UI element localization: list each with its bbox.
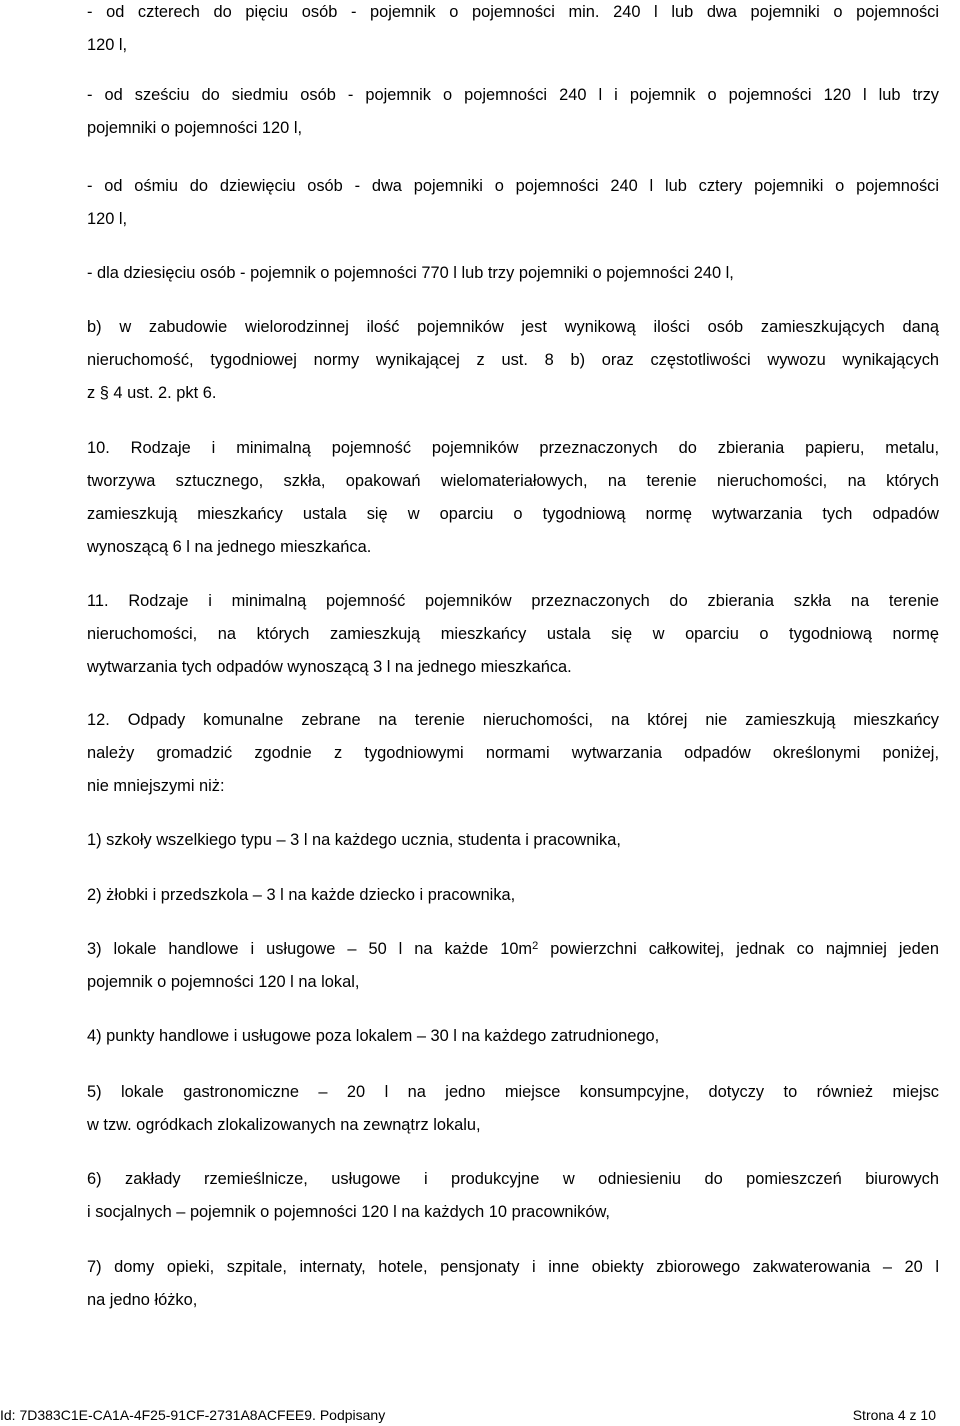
text-line: pojemnik o pojemności 120 l na lokal, xyxy=(87,973,360,991)
text-line: - od sześciu do siedmiu osób - pojemnik o pojemności 240 l i pojemnik o pojemności 120 l lub trzy xyxy=(87,86,939,104)
norm-item-5 xyxy=(87,1076,939,1142)
text-line: b) w zabudowie wielorodzinnej ilość pojemników jest wynikową ilości osób zamieszkujących daną xyxy=(87,318,939,336)
text-line: 4) punkty handlowe i usługowe poza lokalem – 30 l na każdego zatrudnionego, xyxy=(87,1027,660,1045)
text-line: 120 l, xyxy=(87,36,128,54)
norm-item-1 xyxy=(87,824,939,857)
text-line: 2) żłobki i przedszkola – 3 l na każde dziecko i pracownika, xyxy=(87,886,516,904)
text-line: na jedno łóżko, xyxy=(87,1291,198,1309)
text-line: 5) lokale gastronomiczne – 20 l na jedno miejsce konsumpcyjne, dotyczy to również miejsc xyxy=(87,1083,939,1101)
text-line: wytwarzania tych odpadów wynoszącą 3 l na jednego mieszkańca. xyxy=(87,658,572,676)
text-line: nieruchomość, tygodniowej normy wynikającej z ust. 8 b) oraz częstotliwości wywozu wynikających xyxy=(87,351,939,369)
text-line xyxy=(87,933,939,966)
page-number: Strona 4 z 10 xyxy=(852,1407,936,1423)
text-line: należy gromadzić zgodnie z tygodniowymi normami wytwarzania odpadów określonymi poniżej, xyxy=(87,744,939,762)
document-id-footer: Id: 7D383C1E-CA1A-4F25-91CF-2731A8ACFEE9. Podpisany xyxy=(0,1407,386,1423)
paragraph-multi-family xyxy=(87,311,939,410)
norm-item-4 xyxy=(87,1020,939,1053)
paragraph-12 xyxy=(87,704,939,803)
paragraph-11 xyxy=(87,585,939,684)
paragraph-6-7-persons xyxy=(87,79,939,145)
text-segment: powierzchni całkowitej, jednak co najmniej jeden xyxy=(538,940,939,958)
text-line: wynoszącą 6 l na jednego mieszkańca. xyxy=(87,538,372,556)
text-line: nieruchomości, na których zamieszkują mieszkańcy ustala się w oparciu o tygodniową normę xyxy=(87,625,939,643)
norm-item-7 xyxy=(87,1251,939,1317)
text-line: - dla dziesięciu osób - pojemnik o pojemności 770 l lub trzy pojemniki o pojemności 240 l, xyxy=(87,264,734,282)
paragraph-10-persons xyxy=(87,257,939,290)
paragraph-4-5-persons xyxy=(87,0,939,62)
text-line: nie mniejszymi niż: xyxy=(87,777,225,795)
text-line: tworzywa sztucznego, szkła, opakowań wielomateriałowych, na terenie nieruchomości, na których xyxy=(87,472,939,490)
text-line: 11. Rodzaje i minimalną pojemność pojemników przeznaczonych do zbierania szkła na terenie xyxy=(87,592,939,610)
norm-item-3 xyxy=(87,933,939,999)
text-line: - od ośmiu do dziewięciu osób - dwa pojemniki o pojemności 240 l lub cztery pojemniki o pojemności xyxy=(87,177,939,195)
norm-item-2 xyxy=(87,879,939,912)
text-line: z § 4 ust. 2. pkt 6. xyxy=(87,384,217,402)
text-line: zamieszkują mieszkańcy ustala się w oparciu o tygodniową normę wytwarzania tych odpadów xyxy=(87,505,939,523)
text-line: pojemniki o pojemności 120 l, xyxy=(87,119,303,137)
text-line: w tzw. ogródkach zlokalizowanych na zewnątrz lokalu, xyxy=(87,1116,481,1134)
text-line: - od czterech do pięciu osób - pojemnik o pojemności min. 240 l lub dwa pojemniki o pojemności xyxy=(87,3,939,21)
paragraph-8-9-persons xyxy=(87,170,939,236)
text-line: i socjalnych – pojemnik o pojemności 120 l na każdych 10 pracowników, xyxy=(87,1203,610,1221)
text-line: 10. Rodzaje i minimalną pojemność pojemników przeznaczonych do zbierania papieru, metalu, xyxy=(87,439,939,457)
text-line: 120 l, xyxy=(87,210,128,228)
text-segment: 3) lokale handlowe i usługowe – 50 l na każde 10m xyxy=(87,940,533,958)
paragraph-10 xyxy=(87,432,939,564)
text-line: 6) zakłady rzemieślnicze, usługowe i produkcyjne w odniesieniu do pomieszczeń biurowych xyxy=(87,1170,939,1188)
norm-item-6 xyxy=(87,1163,939,1229)
text-line: 1) szkoły wszelkiego typu – 3 l na każdego ucznia, studenta i pracownika, xyxy=(87,831,621,849)
text-line: 7) domy opieki, szpitale, internaty, hotele, pensjonaty i inne obiekty zbiorowego zakwaterowania – 20 l xyxy=(87,1258,939,1276)
text-line: 12. Odpady komunalne zebrane na terenie nieruchomości, na której nie zamieszkują mieszkańcy xyxy=(87,711,939,729)
superscript: 2 xyxy=(532,940,539,952)
